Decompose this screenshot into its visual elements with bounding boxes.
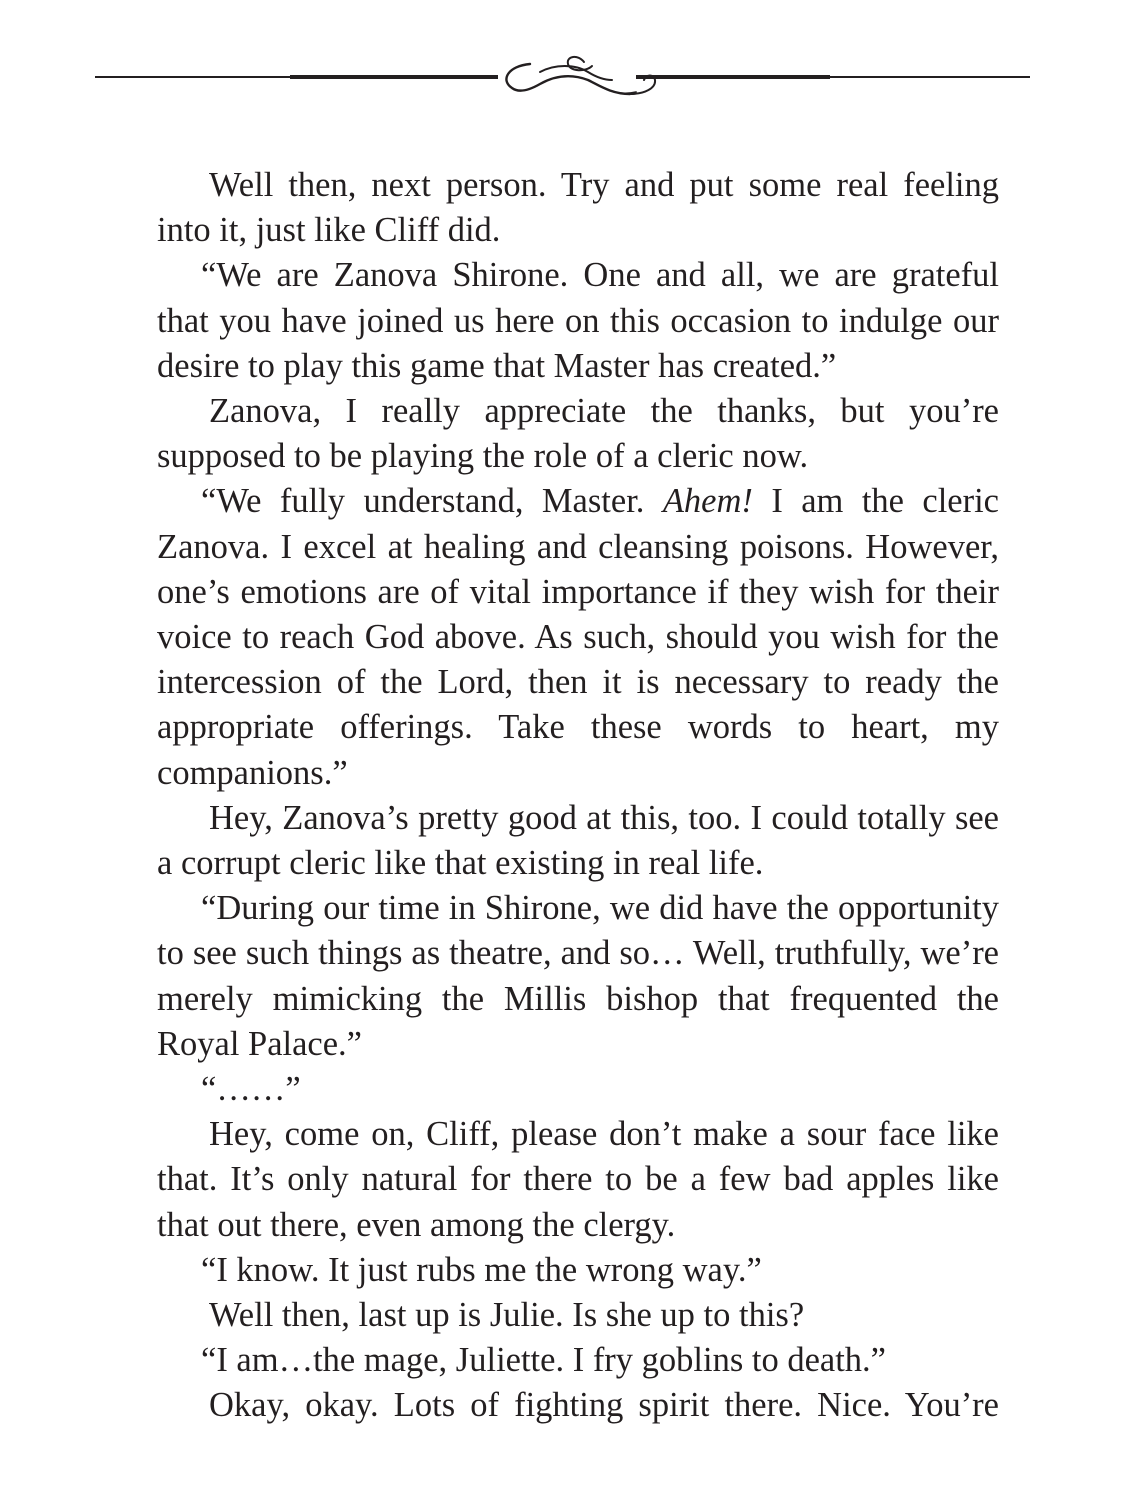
paragraph [157, 479, 999, 795]
paragraph: Well then, last up is Julie. Is she up to this? [209, 1296, 805, 1335]
paragraph: Hey, come on, Cliff, please don’t make a sour face like that. It’s only natural for there to be a few bad apples like that out there, even among the clergy. [157, 1115, 999, 1244]
flourish-divider-icon [0, 50, 1123, 110]
paragraph: Okay, okay. Lots of fighting spirit there. Nice. You’re [209, 1386, 999, 1425]
paragraph: Well then, next person. Try and put some real feeling into it, just like Cliff did. [157, 166, 999, 250]
paragraph: Hey, Zanova’s pretty good at this, too. I could totally see a corrupt cleric like that existing in real life. [157, 798, 999, 883]
page-body [157, 163, 999, 1429]
paragraph: “During our time in Shirone, we did have the opportunity to see such things as theatre, and so… Well, truthfully, we’re merely mimicking the Millis bishop that frequented the Royal Palace.” [157, 889, 999, 1063]
paragraph: “……” [201, 1070, 301, 1109]
paragraph-text: I am the cleric Zanova. I excel at healing and cleansing poisons. However, one’s emotions are of vital importance if they wish for their voice to reach God above. As such, should you wish for the intercession of the Lord, then it is necessary to ready the appropriate offerings. Take these words to heart, my companions.” [157, 482, 999, 792]
paragraph-text: “We fully understand, Master. [201, 482, 663, 521]
paragraph: Zanova, I really appreciate the thanks, but you’re supposed to be playing the role of a cleric now. [157, 392, 999, 476]
paragraph: “I am…the mage, Juliette. I fry goblins to death.” [201, 1341, 886, 1380]
paragraph: “We are Zanova Shirone. One and all, we are grateful that you have joined us here on this occasion to indulge our desire to play this game that Master has created.” [157, 256, 999, 385]
emphasis-text: Ahem! [662, 482, 753, 521]
paragraph: “I know. It just rubs me the wrong way.” [201, 1250, 762, 1289]
